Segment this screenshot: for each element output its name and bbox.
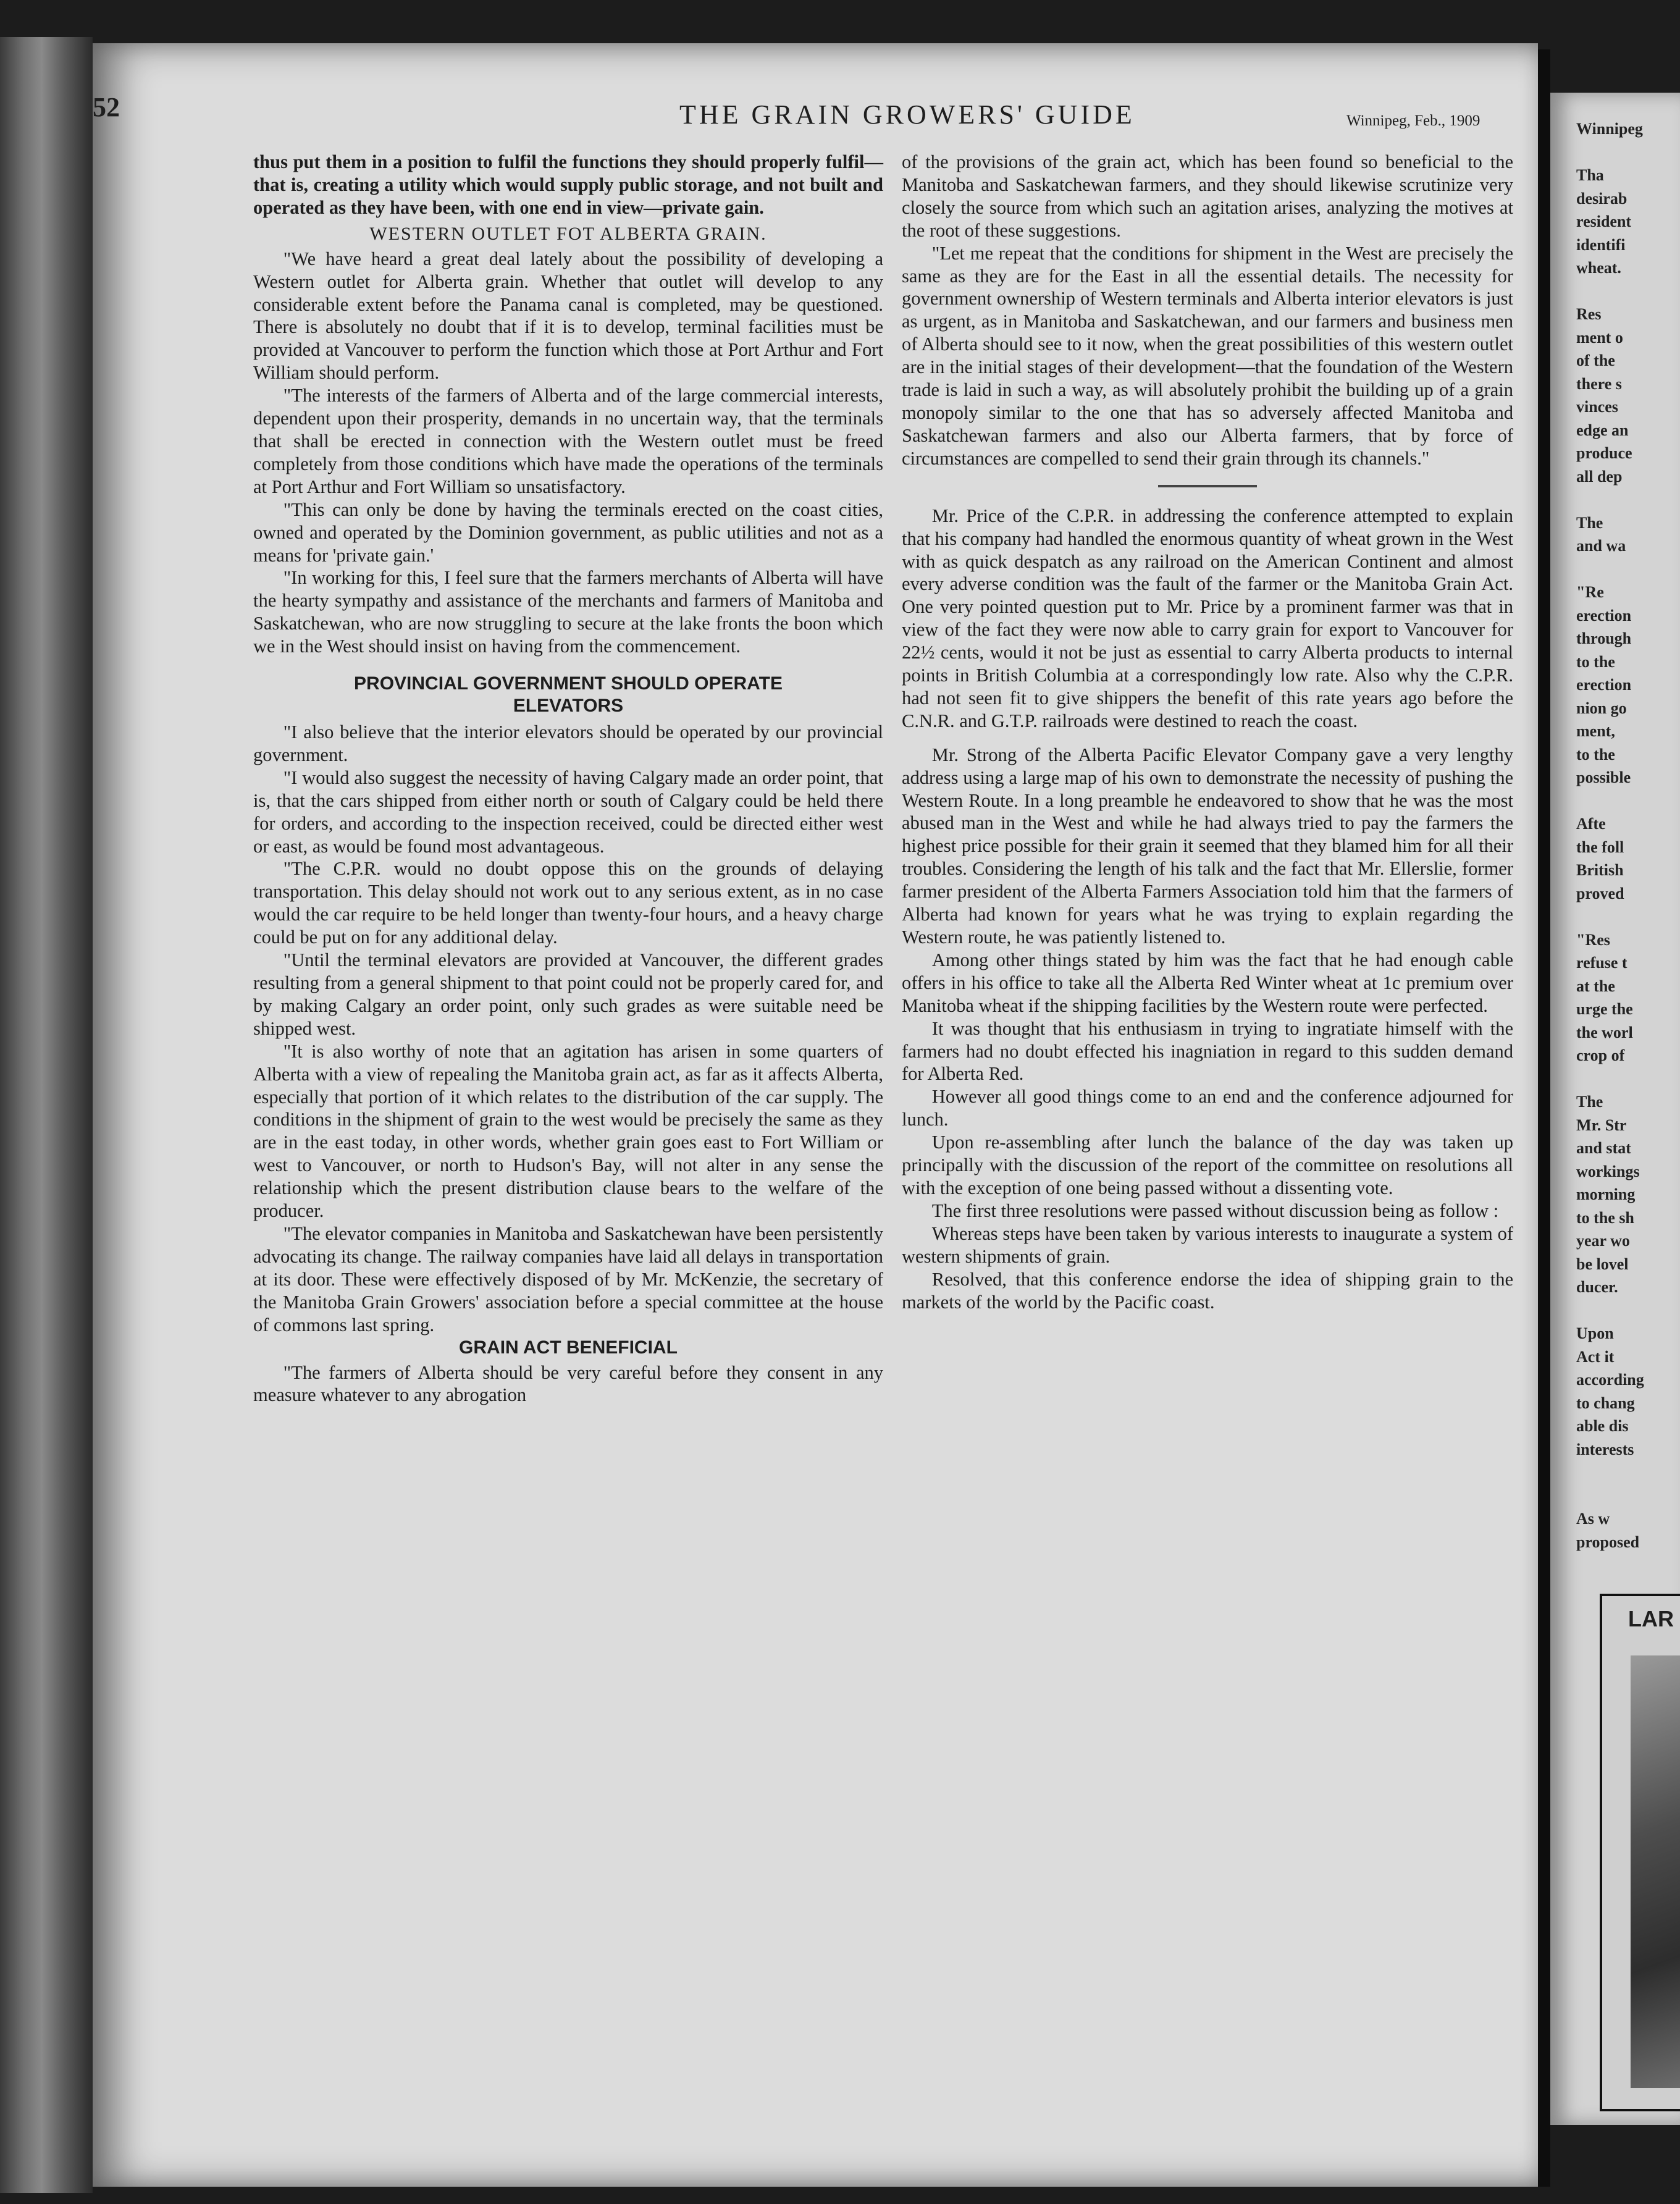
paragraph: "Let me repeat that the conditions for shipment in the West are precisely the same as they are for the East in all the essential details. The necessity for government ownership of Western terminals and Alberta interior elevators is just as urgent, as in Manitoba and Saskatchewan, and our farmers and business men of Alberta should see to it now, when the great possibilities of this western outlet are in the initial stages of their development—that the foundation of the Western trade is laid in such a way, as will absolutely prohibit the building up of a grain monopoly similar to the one that has so adversely affected Manitoba and Saskatchewan farmers and also our Alberta farmers, that by force of circumstances are compelled to send their grain through its channels." (902, 242, 1513, 469)
masthead-title: THE GRAIN GROWERS' GUIDE (679, 99, 1135, 130)
section-heading-line: ELEVATORS (513, 696, 624, 717)
paragraph: The first three resolutions were passed without discussion being as follow : (931, 1200, 1499, 1221)
section-heading: GRAIN ACT BENEFICIAL (459, 1337, 678, 1358)
section-heading (253, 673, 883, 717)
paragraph: It was thought that his enthusiasm in trying to ingratiate himself with the farmers had no doubt effected his inagniation in regard to this sudden demand for Alberta Red. (902, 1017, 1513, 1085)
scan-edge (0, 37, 93, 2193)
next-page-fragment: Winnipeg Tha desirab resident identifi wheat. Res ment o of the there s vinces edge an produce all dep The and wa "Re erection through to the erection nion go ment, to the possible Afte the foll British proved "Res refuse t at the urge the the worl crop of The Mr. Str and stat workings morning to the sh year wo be lovel ducer. Upon Act it according to chang able dis interests As w proposed (1576, 120, 1644, 1551)
advertisement-title: LAR (1628, 1606, 1674, 1631)
masthead-date: Winnipeg, Feb., 1909 (1346, 112, 1480, 129)
paragraph: Mr. Price of the C.P.R. in addressing the conference attempted to explain that his company had handled the enormous quantity of wheat grown in the West with as quick despatch as any railroad on the American Continent and almost every adverse condition was the fault of the farmer or the Manitoba Grain Act. One very pointed question put to Mr. Price by a prominent farmer was that in view of the fact they were now able to carry grain for export to Vancouver for 22½ cents, would it not be just as essential to carry Alberta products to internal points in British Columbia at a correspondingly low rate. Also why the C.P.R. had not seen fit to give shippers the benefit of this rate years ago before the C.N.R. and G.T.P. railroads were destined to reach the coast. (902, 505, 1513, 731)
paragraph: Mr. Strong of the Alberta Pacific Elevator Company gave a very lengthy address using a large map of his own to demonstrate the necessity of pushing the Western Route. In a long preamble he endeavored to show that he was the most abused man in the West and while he had always tried to pay the farmers the highest price possible for their grain it seemed that they blamed him for all their troubles. Considering the length of his talk and the fact that Mr. Ellerslie, former farmer president of the Alberta Farmers Association told him that the farmers of Alberta had known for years what he was trying to explain regarding the Western route, he was patiently listened to. (902, 744, 1513, 948)
page-number: 52 (93, 92, 120, 122)
paragraph: "The C.P.R. would no doubt oppose this on the grounds of delaying transportation. This delay should not work out to any serious extent, as in no case would the car require to be held longer than twenty-four hours, and a heavy charge could be put on for any additional delay. (253, 858, 883, 948)
paragraph: "The elevator companies in Manitoba and Saskatchewan have been persistently advocating its change. The railway companies have laid all delays in transportation at its door. These were effectively disposed of by Mr. McKenzie, the secretary of the Manitoba Grain Growers' association before a special committee at the house of commons last spring. (253, 1222, 883, 1335)
paragraph: However all good things come to an end and the conference adjourned for lunch. (902, 1086, 1513, 1130)
paragraph: Resolved, that this conference endorse the idea of shipping grain to the markets of the world by the Pacific coast. (902, 1268, 1513, 1313)
advertisement-photo (1631, 1655, 1680, 2088)
paragraph: of the provisions of the grain act, which has been found so beneficial to the Manitoba and Saskatchewan farmers, and they should likewise scrutinize very closely the source from which such an agitation arises, analyzing the motives at the root of these suggestions. (902, 151, 1513, 241)
paragraph: Whereas steps have been taken by various interests to inaugurate a system of western shipments of grain. (902, 1222, 1513, 1267)
paragraph: "I would also suggest the necessity of having Calgary made an order point, that is, that the cars shipped from either north or south of Calgary could be held there for orders, and according to the inspection received, could be directed either west or east, as would be found most advantageous. (253, 767, 883, 857)
paragraph: "This can only be done by having the terminals erected on the coast cities, owned and operated by the Dominion government, as public utilities and not as a means for 'private gain.' (253, 498, 883, 566)
paragraph: "The farmers of Alberta should be very careful before they consent in any measure whatever to any abrogation (253, 1361, 883, 1406)
paragraph: "We have heard a great deal lately about the possibility of developing a Western outlet for Alberta grain. Whether that outlet will develop to any considerable extent before the Panama canal is completed, may be questioned. There is absolutely no doubt that if it is to develop, terminal facilities must be provided at Vancouver to perform the function which those at Port Arthur and Fort William should perform. (253, 248, 883, 384)
paragraph: Among other things stated by him was the fact that he had enough cable offers in his office to take all the Alberta Red Winter wheat at 1c premium over Manitoba wheat if the shipping facilities by the Western route were perfected. (902, 949, 1513, 1016)
paragraph: Upon re-assembling after lunch the balance of the day was taken up principally with the discussion of the report of the committee on resolutions all with the exception of one being passed without a dissenting vote. (902, 1132, 1513, 1198)
section-divider (1158, 485, 1257, 487)
paragraph: "It is also worthy of note that an agitation has arisen in some quarters of Alberta with a view of repealing the Manitoba grain act, as far as it affects Alberta, especially that portion of it which relates to the distribution of the car supply. The conditions in the shipment of grain to the west would be precisely the same as they are in the east today, in other words, whether grain goes east to Fort William or west to Vancouver, or north to Hudson's Bay, will not alter in any sense the relationship which the present distribution clause bears to the welfare of the producer. (253, 1040, 883, 1222)
paragraph: "The interests of the farmers of Alberta and of the large commercial interests, dependent upon their prosperity, demands in no uncertain way, that the terminals that shall be erected in connection with the Western outlet must be freed completely from those conditions which have made the operations of the terminals at Port Arthur and Fort William so unsatisfactory. (253, 385, 883, 497)
left-column (253, 151, 883, 1407)
section-heading-line: PROVINCIAL GOVERNMENT SHOULD OPERATE (354, 673, 783, 694)
book-gutter (1538, 49, 1550, 2187)
right-column (902, 151, 1513, 1313)
paragraph: "I also believe that the interior elevators should be operated by our provincial government. (253, 721, 883, 765)
subheading: WESTERN OUTLET FOT ALBERTA GRAIN. (369, 223, 767, 244)
paragraph: thus put them in a position to fulfil the functions they should properly fulfil—that is, creating a utility which would supply public storage, and not built and operated as they have been, with one end in view—private gain. (253, 151, 883, 218)
paragraph: "In working for this, I feel sure that the farmers merchants of Alberta will have the hearty sympathy and assistance of the merchants and farmers of Manitoba and Saskatchewan, who are now struggling to secure at the lake fronts the boon which we in the West should insist on having from the commencement. (253, 567, 883, 657)
paragraph: "Until the terminal elevators are provided at Vancouver, the different grades resulting from a general shipment to that point could not be properly cared for, and by making Calgary an order point, only such grades as were suitable need be shipped west. (253, 949, 883, 1039)
